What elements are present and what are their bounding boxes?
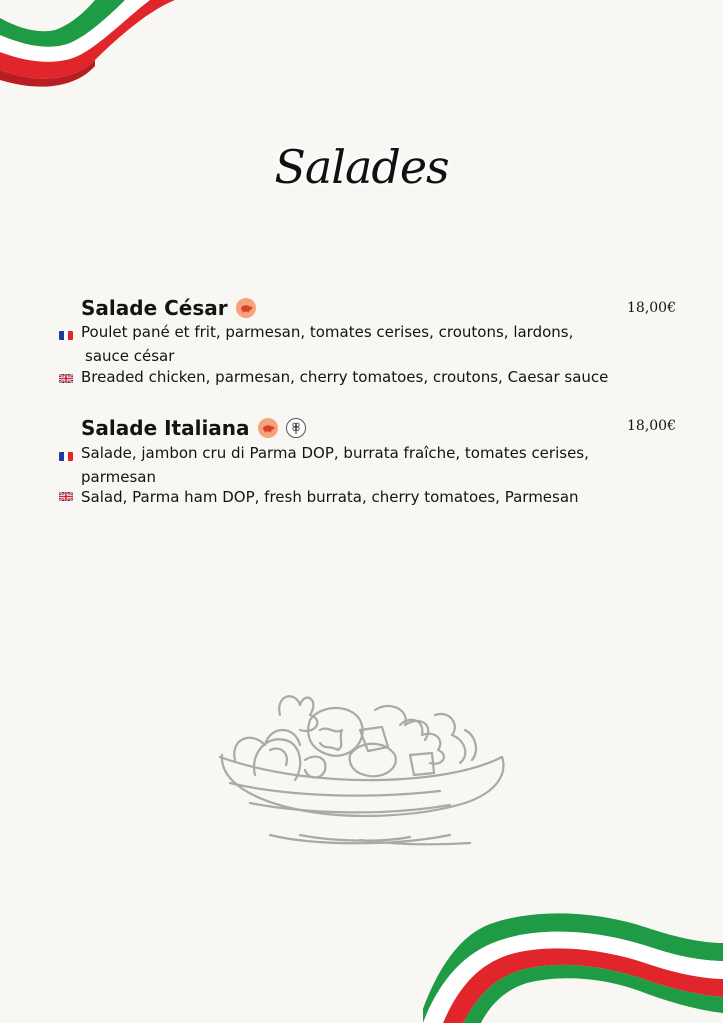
dish-price: 18,00€ (627, 300, 676, 316)
pig-icon (236, 298, 256, 318)
french-flag-icon (59, 331, 73, 340)
dish-name: Salade Italiana (81, 416, 250, 440)
dish-description-fr-continued: parmesan (81, 468, 156, 486)
uk-flag-icon (59, 374, 73, 383)
dish-price: 18,00€ (627, 418, 676, 434)
dish-description-en: Salad, Parma ham DOP, fresh burrata, cherry tomatoes, Parmesan (81, 488, 579, 506)
dish-description-fr: Poulet pané et frit, parmesan, tomates cerises, croutons, lardons, (81, 323, 574, 341)
italian-flag-ribbon-icon (0, 0, 200, 100)
page-title: Salades (274, 140, 449, 194)
italian-flag-ribbon-icon (423, 903, 723, 1023)
wheat-icon (286, 418, 306, 438)
dish-description-en: Breaded chicken, parmesan, cherry tomatoes, croutons, Caesar sauce (81, 368, 609, 386)
salad-bowl-icon (210, 685, 510, 855)
dish-name: Salade César (81, 296, 228, 320)
dish-description-fr-continued: sauce césar (85, 347, 175, 365)
dish-description-fr: Salade, jambon cru di Parma DOP, burrata fraîche, tomates cerises, (81, 444, 589, 462)
uk-flag-icon (59, 492, 73, 501)
pig-icon (258, 418, 278, 438)
french-flag-icon (59, 452, 73, 461)
